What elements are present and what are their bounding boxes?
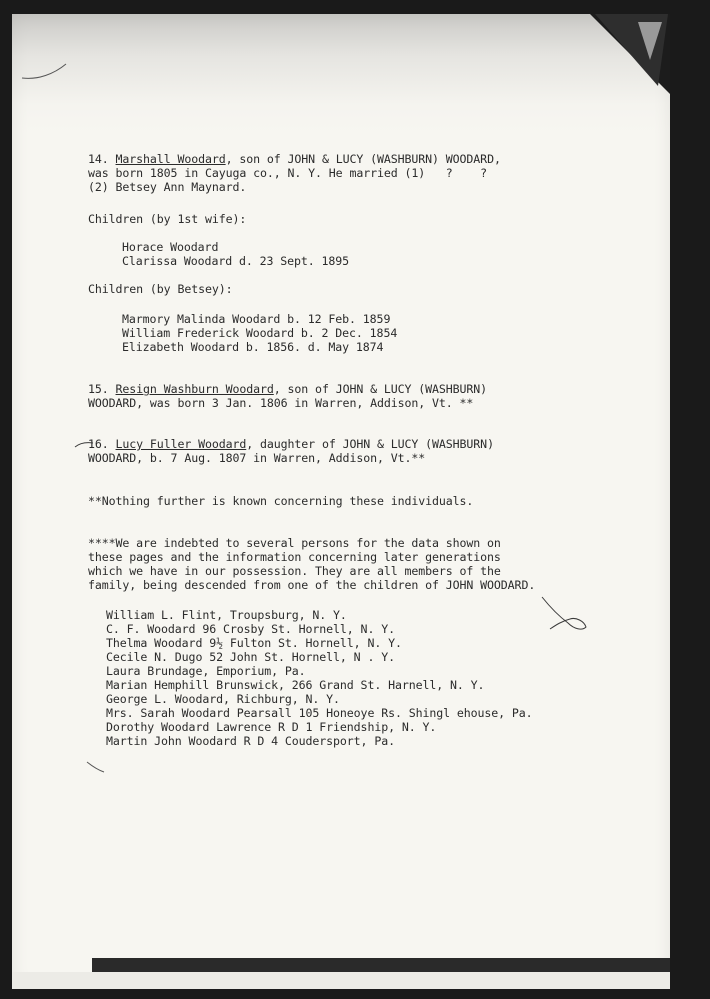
entry-14-name: Marshall Woodard bbox=[115, 152, 226, 166]
entry-15-line-1: 15. Resign Washburn Woodard, son of JOHN & LUCY (WASHBURN) bbox=[88, 382, 488, 396]
contact-item: Mrs. Sarah Woodard Pearsall 105 Honeoye Rs. Shingl ehouse, Pa. bbox=[106, 706, 533, 720]
acknowledgement-line: family, being descended from one of the children of JOHN WOODARD. bbox=[88, 578, 536, 592]
entry-16-line-1: 16. Lucy Fuller Woodard, daughter of JOHN & LUCY (WASHBURN) bbox=[88, 437, 494, 451]
entry-14-line-3: (2) Betsey Ann Maynard. bbox=[88, 180, 247, 194]
entry-16-line-2: WOODARD, b. 7 Aug. 1807 in Warren, Addison, Vt.** bbox=[88, 451, 426, 465]
contact-item: C. F. Woodard 96 Crosby St. Hornell, N. Y. bbox=[106, 622, 395, 636]
contact-item: William L. Flint, Troupsburg, N. Y. bbox=[106, 608, 347, 622]
acknowledgement-line: these pages and the information concerning later generations bbox=[88, 550, 501, 564]
scan-shadow bbox=[12, 14, 670, 134]
contact-item: Marian Hemphill Brunswick, 266 Grand St. Harnell, N. Y. bbox=[106, 678, 485, 692]
contact-item: Martin John Woodard R D 4 Coudersport, Pa. bbox=[106, 734, 395, 748]
folded-corner bbox=[590, 14, 670, 94]
contact-item: Cecile N. Dugo 52 John St. Hornell, N . Y. bbox=[106, 650, 395, 664]
scan-edge-bar bbox=[92, 958, 670, 972]
acknowledgement-line: ****We are indebted to several persons for the data shown on bbox=[88, 536, 501, 550]
entry-14-line-1: 14. Marshall Woodard, son of JOHN & LUCY (WASHBURN) WOODARD, bbox=[88, 152, 501, 166]
contact-item: George L. Woodard, Richburg, N. Y. bbox=[106, 692, 340, 706]
children-heading-2: Children (by Betsey): bbox=[88, 282, 233, 296]
acknowledgement-line: which we have in our possession. They are all members of the bbox=[88, 564, 501, 578]
entry-16-name: Lucy Fuller Woodard bbox=[115, 437, 247, 451]
scan-bottom-margin bbox=[12, 972, 670, 989]
entry-15-name: Resign Washburn Woodard bbox=[115, 382, 274, 396]
entry-14-line-2: was born 1805 in Cayuga co., N. Y. He married (1) ? ? bbox=[88, 166, 488, 180]
footnote: **Nothing further is known concerning these individuals. bbox=[88, 494, 474, 508]
entry-15-line-2: WOODARD, was born 3 Jan. 1806 in Warren, Addison, Vt. ** bbox=[88, 396, 474, 410]
child-item: William Frederick Woodard b. 2 Dec. 1854 bbox=[122, 326, 398, 340]
child-item: Elizabeth Woodard b. 1856. d. May 1874 bbox=[122, 340, 384, 354]
contact-item: Dorothy Woodard Lawrence R D 1 Friendship, N. Y. bbox=[106, 720, 437, 734]
contact-item: Laura Brundage, Emporium, Pa. bbox=[106, 664, 306, 678]
child-item: Clarissa Woodard d. 23 Sept. 1895 bbox=[122, 254, 350, 268]
contact-item: Thelma Woodard 9½ Fulton St. Hornell, N. Y. bbox=[106, 636, 402, 650]
child-item: Marmory Malinda Woodard b. 12 Feb. 1859 bbox=[122, 312, 391, 326]
children-heading-1: Children (by 1st wife): bbox=[88, 212, 247, 226]
child-item: Horace Woodard bbox=[122, 240, 219, 254]
